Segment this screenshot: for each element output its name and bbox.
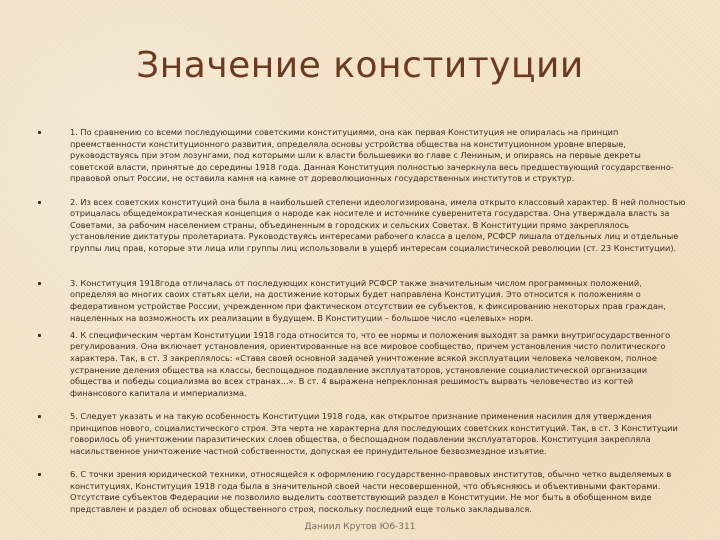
bullet-item — [38, 127, 686, 197]
bullet-icon — [38, 131, 41, 134]
bullet-item — [38, 197, 686, 278]
bullet-icon — [38, 473, 41, 476]
bullet-text: 6. С точки зрения юридической техники, относящейся к оформлению государственно-правовых институтов, обычно четко выделяемых в конституциях, Конституция 1918 года была в значительной своей части несовершенной, что объясняюсь и объективными факторами. Отсутствие субъектов Федерации не позволило выделить соответствующий раздел в Конституции. Не мог быть в обобщенном виде представлен и раздел об основах общественного строя, поскольку последний еще только закладывался. — [70, 468, 672, 514]
bullet-text: 2. Из всех советских конституций она была в наибольшей степени идеологизирована, имела открыто классовый характер. В ней полностью отрицалась общедемократическая концепция о народе как носителе и источнике суверенитета государства. Она утверждала власть за Советами, за рабочим населением страны, объединенным в городских и сельских Советах. В Конституции прямо закреплялось установление диктатуры пролетариата. Руководствуясь интересами рабочего класса в целом, РСФСР лишала отдельных лиц и отдельные группы лиц прав, которые эти лица или группы лиц использовали в ущерб интересам социалистической революции (ст. 23 Конституции). — [70, 196, 686, 253]
bullet-icon — [38, 334, 41, 337]
slide-title: Значение конституции — [136, 45, 584, 86]
bullet-text: 1. По сравнению со всеми последующими советскими конституциями, она как первая Конституция не опиралась на принцип преемственности конституционного развития, определяла основы устройства общества на конституционном уровне впервые, руководствуясь при этом лозунгами, под которыми шли к власти большевики во главе с Лениным, и опираясь на первые декреты советской власти, принятые до середины 1918 года. Данная Конституция полностью зачеркнула весь предшествующий государственно-правовой опыт России, не оставила камня на камне от дореволюционных государственных институтов и структур. — [70, 127, 674, 184]
bullet-text: 4. К специфическим чертам Конституции 1918 года относится то, что ее нормы и положения выходят за рамки внутригосударственного регулирования. Она включает установления, ориентированные на все мировое сообщество, причем установления чисто политического характера. Так, в ст. 3 закреплялось: «Ставя своей основной задачей уничтожение всякой эксплуатации человека человеком, полное устранение деления общества на классы, беспощадное подавление эксплуататоров, установление социалистической организации общества и победы социализма во всех странах...». В ст. 4 выражена непреклонная решимость вырвать человечество из когтей финансового капитала и империализма. — [70, 329, 671, 398]
bullet-text: 5. Следует указать и на такую особенность Конституции 1918 года, как открытое признание применения насилия для утверждения принципов нового, социалистического строя. Эта черта не характерна для последующих советских конституций. Так, в ст. 3 Конституции говорилось об уничтожении паразитических слоев общества, о беспощадном подавлении эксплуататоров. Конституция закрепляла насильственное уничтожение частной собственности, допуская ее принудительное безвозмездное изъятие. — [70, 410, 678, 456]
bullet-item — [38, 278, 686, 330]
author-footer: Даниил Крутов Ю6-311 — [304, 522, 416, 532]
bullet-icon — [38, 201, 41, 204]
bullet-icon — [38, 415, 41, 418]
bullet-text: 3. Конституция 1918года отличалась от последующих конституций РСФСР также значительным числом программных положений, определяя во многих своих статьях цели, на достижение которых будет направлена Конституция. Это относится к положениям о федеративном устройстве России, учрежденном при фактическом отсутствии ее субъектов, к фиксированию некоторых прав граждан, нацеленных на возможность их реализации в будущем. В Конституции – большое число «целевых» норм. — [70, 277, 666, 323]
bullet-item — [38, 411, 686, 469]
bullet-icon — [38, 282, 41, 285]
bullet-list — [38, 127, 686, 515]
bullet-item — [38, 330, 686, 411]
bullet-item — [38, 469, 686, 515]
